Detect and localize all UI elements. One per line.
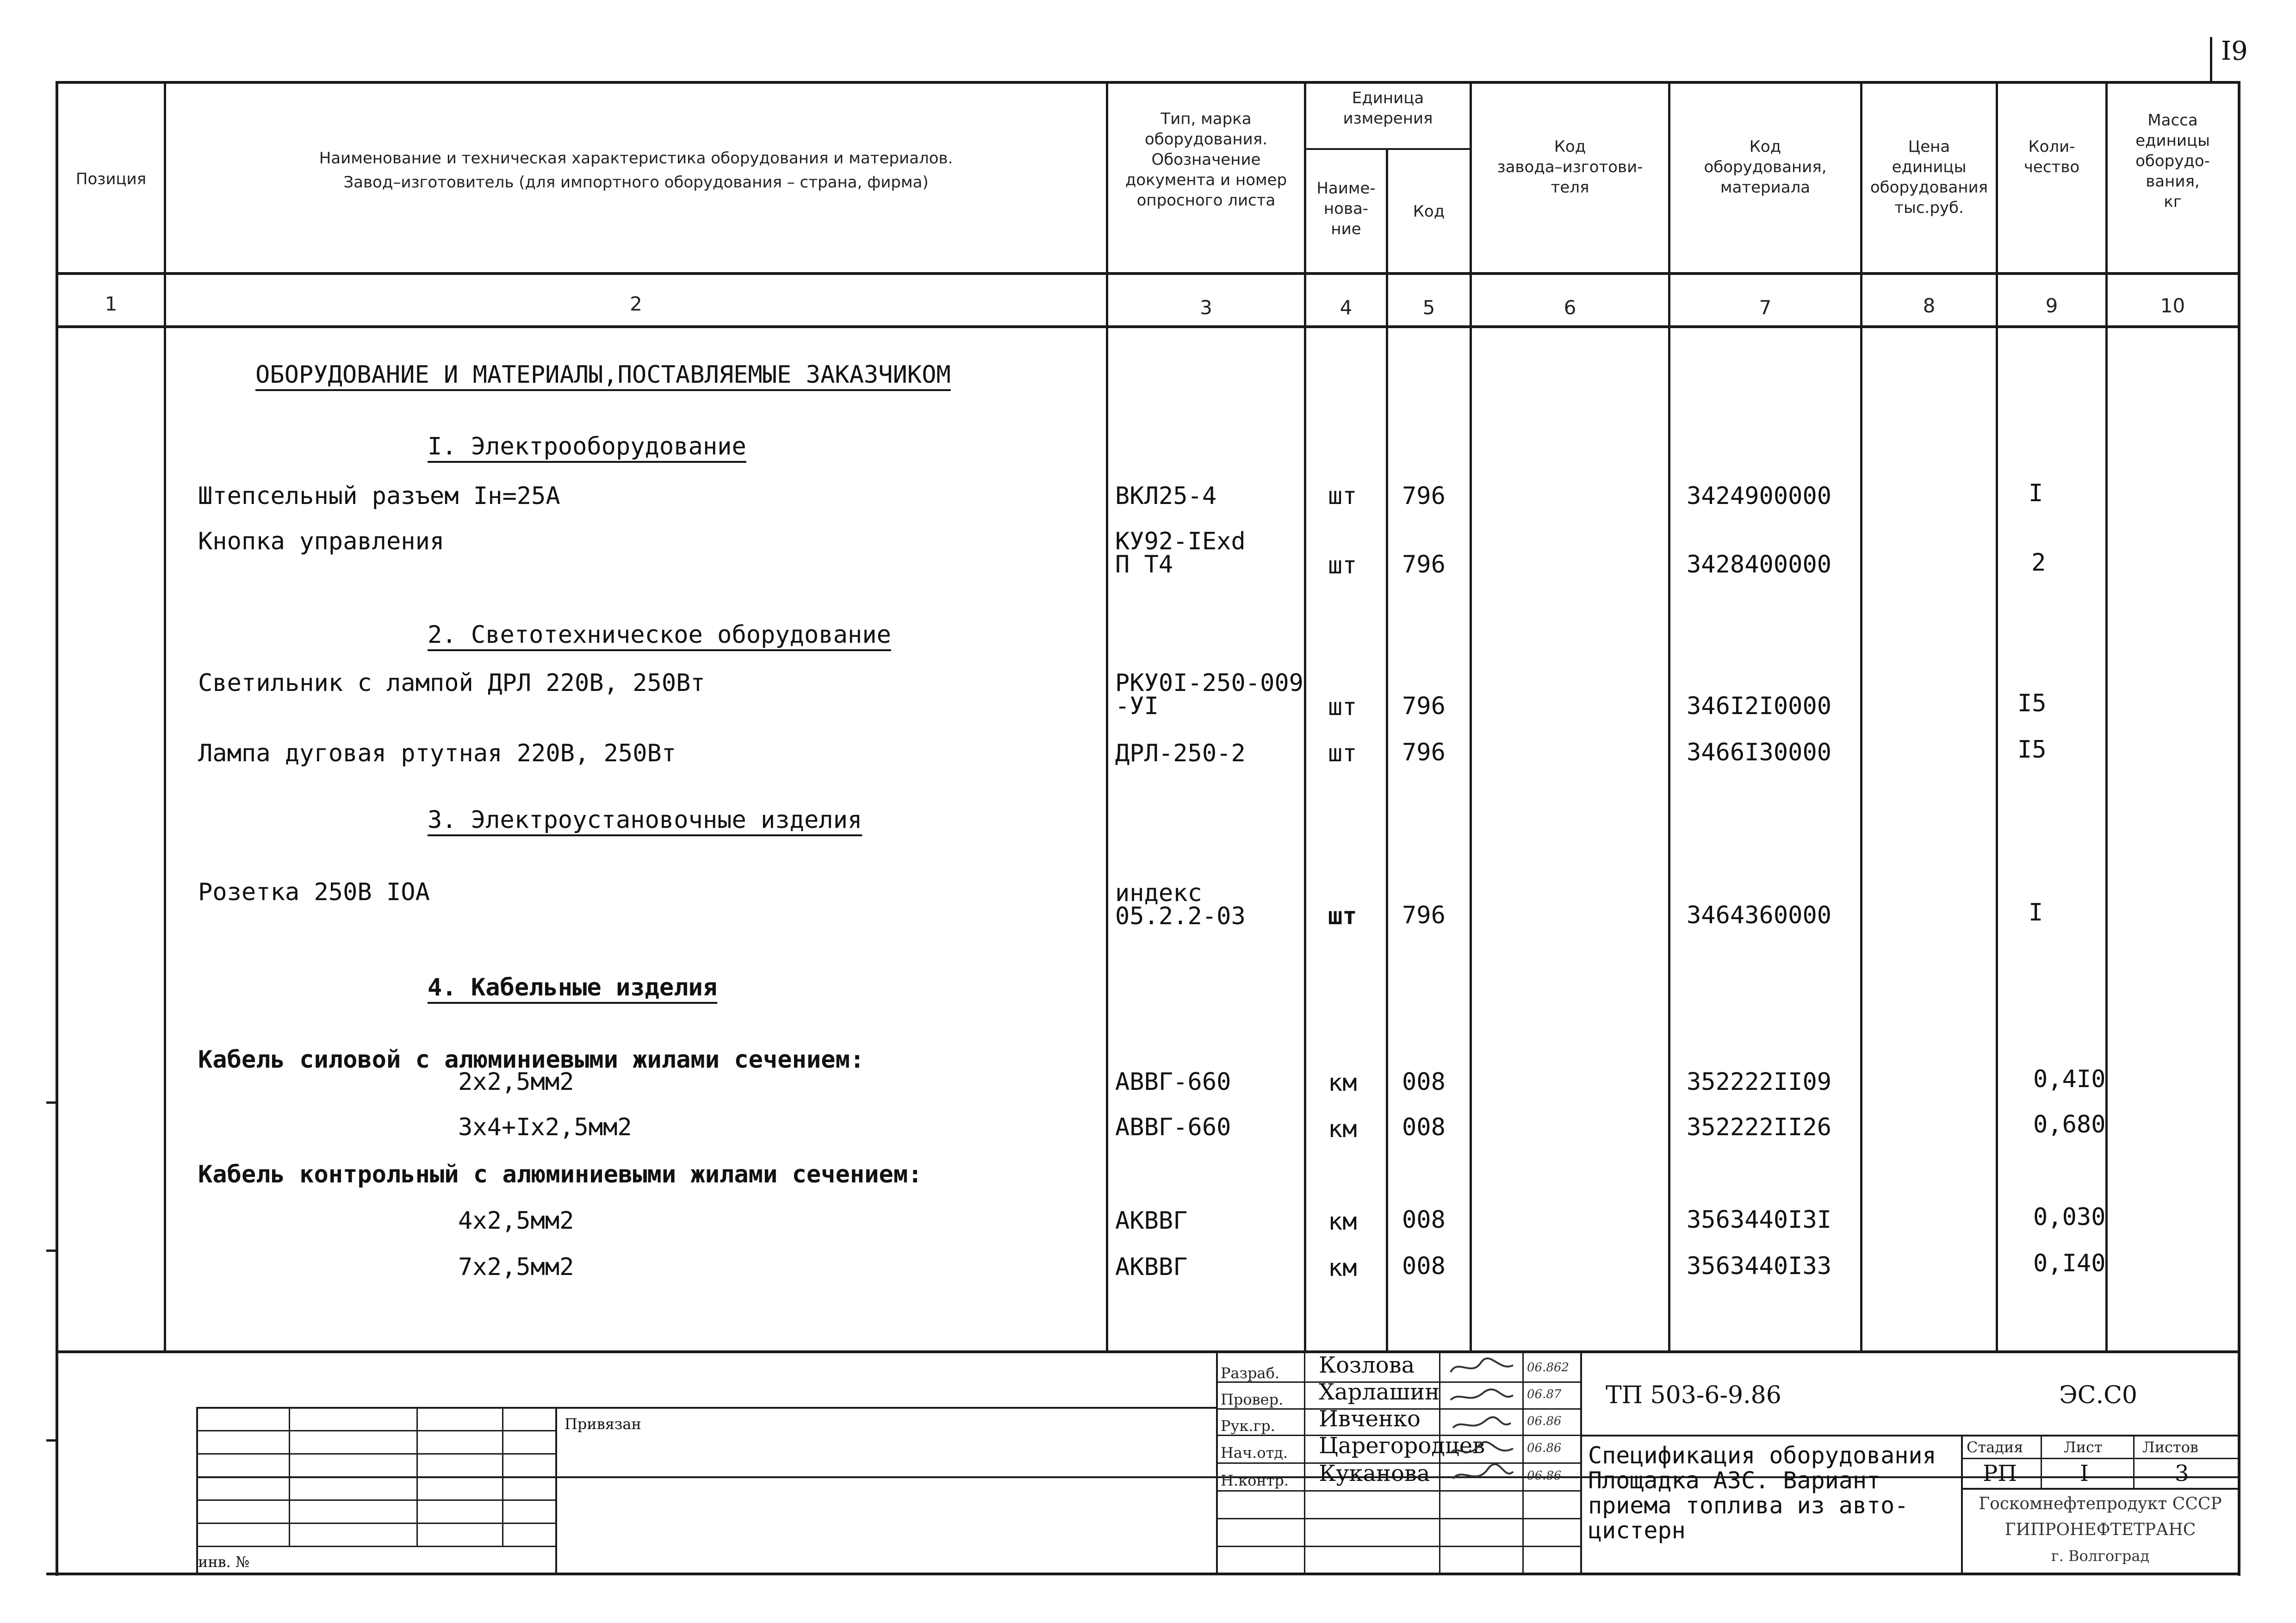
- item-unit: км: [1328, 1208, 1357, 1236]
- col-number: 3: [1200, 296, 1212, 319]
- item-name: 7х2,5мм2: [458, 1253, 574, 1281]
- item-unit: шт: [1328, 693, 1357, 721]
- item-material-code: 352222II26: [1687, 1113, 1832, 1141]
- col-number: 10: [2160, 294, 2185, 317]
- header-manufacturer-code: Код завода–изготови- теля: [1497, 137, 1643, 197]
- col-number: 7: [1759, 296, 1772, 319]
- inventory-number-label: инв. №: [198, 1553, 250, 1571]
- item-unit: шт: [1328, 740, 1357, 767]
- item-unit: км: [1328, 1115, 1357, 1143]
- sheets-value: 3: [2175, 1461, 2189, 1486]
- section-title: 3. Электроустановочные изделия: [428, 806, 863, 834]
- item-type-line2: 05.2.2-03: [1115, 902, 1246, 930]
- item-quantity: 0,I40: [2033, 1250, 2106, 1277]
- frame-right: [2238, 81, 2240, 1576]
- sheets-label: Листов: [2142, 1438, 2198, 1456]
- item-material-code: 3424900000: [1687, 482, 1832, 510]
- item-name: Светильник с лампой ДРЛ 220В, 250Вт: [198, 669, 705, 697]
- stage-value: РП: [1983, 1461, 2017, 1486]
- item-unit-code: 008: [1402, 1252, 1446, 1280]
- section-title: 4. Кабельные изделия: [428, 974, 718, 1001]
- frame-body-bottom: [56, 1350, 2240, 1353]
- signer-name: Харлашин: [1319, 1379, 1440, 1405]
- privyazan-label: Привязан: [565, 1415, 641, 1433]
- item-type-line2: -УI: [1115, 692, 1159, 720]
- item-material-code: 352222II09: [1687, 1068, 1832, 1096]
- col-number: 2: [630, 292, 642, 315]
- role-label: Н.контр.: [1221, 1472, 1289, 1489]
- stage-label: Стадия: [1967, 1438, 2023, 1456]
- sign-date: 06.862: [1527, 1361, 1569, 1374]
- sheet-number: I9: [2221, 36, 2248, 66]
- item-material-code: 3466I30000: [1687, 739, 1832, 766]
- item-type: АКВВГ: [1115, 1253, 1188, 1281]
- role-label: Разраб.: [1221, 1364, 1280, 1382]
- item-quantity: I5: [2017, 736, 2047, 764]
- sheet-label: Лист: [2064, 1438, 2103, 1456]
- item-unit-code: 008: [1402, 1206, 1446, 1234]
- header-quantity: Коли- чество: [2023, 137, 2080, 176]
- frame-top: [56, 81, 2240, 84]
- item-quantity: I: [2029, 479, 2043, 507]
- col-number: 4: [1340, 296, 1353, 319]
- sign-date: 06.87: [1527, 1387, 1562, 1401]
- header-material-code: Код оборудования, материала: [1704, 137, 1827, 197]
- item-unit-code: 008: [1402, 1113, 1446, 1141]
- item-material-code: 3563440I3I: [1687, 1206, 1832, 1234]
- item-type: индекс: [1115, 879, 1202, 907]
- item-material-code: 3464360000: [1687, 902, 1832, 929]
- item-quantity: 2: [2031, 549, 2046, 577]
- header-position: Позиция: [75, 170, 147, 188]
- item-type: ВКЛ25-4: [1115, 482, 1217, 510]
- item-name: Штепсельный разъем Iн=25А: [198, 482, 560, 510]
- col-number: 1: [105, 292, 118, 315]
- item-unit-code: 796: [1402, 482, 1446, 510]
- header-mass: Масса единицы оборудо- вания, кг: [2135, 111, 2210, 211]
- frame-numbers-bottom: [56, 325, 2240, 328]
- col-number: 9: [2045, 294, 2058, 317]
- item-unit: шт: [1328, 482, 1357, 510]
- item-name: Кнопка управления: [198, 528, 445, 555]
- section-title: 2. Светотехническое оборудование: [428, 621, 891, 649]
- item-unit-code: 796: [1402, 902, 1446, 929]
- item-name: 3х4+Iх2,5мм2: [458, 1113, 632, 1141]
- header-unit-name: Наиме- нова- ние: [1316, 179, 1376, 238]
- item-quantity: 0,680: [2033, 1111, 2106, 1138]
- item-name: Лампа дуговая ртутная 220В, 250Вт: [198, 740, 676, 767]
- signer-name: Козлова: [1319, 1352, 1415, 1378]
- signer-name: Царегородцев: [1319, 1433, 1485, 1459]
- item-type: АКВВГ: [1115, 1207, 1188, 1235]
- item-type-line2: П Т4: [1115, 551, 1173, 578]
- col-number: 5: [1422, 296, 1435, 319]
- item-material-code: 3563440I33: [1687, 1252, 1832, 1280]
- item-unit: шт: [1328, 552, 1357, 579]
- document-mark: ЭС.С0: [2059, 1381, 2137, 1409]
- item-type: АВВГ-660: [1115, 1068, 1231, 1096]
- item-quantity: I5: [2017, 690, 2047, 717]
- item-name: Розетка 250В IОА: [198, 878, 430, 906]
- frame-bottom: [46, 1573, 2240, 1575]
- cable-control-heading: Кабель контрольный с алюминиевыми жилами сечением:: [198, 1161, 923, 1188]
- section-title: I. Электрооборудование: [428, 433, 746, 460]
- header-type: Тип, марка оборудования. Обозначение документа и номер опросного листа: [1125, 110, 1287, 210]
- header-name-line1: Наименование и техническая характеристика оборудования и материалов.: [319, 149, 953, 168]
- role-label: Провер.: [1221, 1391, 1284, 1408]
- item-quantity: 0,4I0: [2033, 1065, 2106, 1093]
- role-label: Нач.отд.: [1221, 1444, 1288, 1461]
- header-name-line2: Завод–изготовитель (для импортного оборудования – страна, фирма): [343, 173, 929, 192]
- item-material-code: 3428400000: [1687, 551, 1832, 578]
- cable-power-heading: Кабель силовой с алюминиевыми жилами сечением:: [198, 1046, 865, 1074]
- header-units-group: Единица измерения: [1343, 89, 1433, 128]
- document-code: ТП 503-6-9.86: [1606, 1381, 1781, 1409]
- item-unit-code: 796: [1402, 551, 1446, 578]
- sign-date: 06.86: [1527, 1441, 1562, 1455]
- col-number: 6: [1564, 296, 1576, 319]
- header-price: Цена единицы оборудования тыс.руб.: [1870, 137, 1988, 217]
- item-type: АВВГ-660: [1115, 1113, 1231, 1141]
- signer-name: Ивченко: [1319, 1406, 1421, 1432]
- signer-name: Куканова: [1319, 1461, 1430, 1486]
- frame-header-bottom: [56, 272, 2240, 275]
- item-type: РКУ0I-250-009: [1115, 669, 1303, 697]
- item-name: 4х2,5мм2: [458, 1207, 574, 1235]
- col-number: 8: [1923, 294, 1936, 317]
- item-unit-code: 008: [1402, 1068, 1446, 1096]
- item-name: 2х2,5мм2: [458, 1068, 574, 1096]
- item-material-code: 346I2I0000: [1687, 692, 1832, 720]
- item-unit: шт: [1328, 902, 1357, 930]
- item-unit: км: [1328, 1254, 1357, 1282]
- organization: Госкомнефтепродукт СССР ГИПРОНЕФТЕТРАНС г. Волгоград: [1979, 1494, 2222, 1565]
- document-title: Спецификация оборудования Площадка АЗС. Вариант приема топлива из авто- цистерн: [1588, 1442, 1936, 1544]
- header-unit-code: Код: [1413, 202, 1445, 221]
- item-unit-code: 796: [1402, 739, 1446, 766]
- signature-mark: [1444, 1354, 1520, 1488]
- sign-date: 06.86: [1527, 1469, 1562, 1483]
- item-unit-code: 796: [1402, 692, 1446, 720]
- sign-date: 06.86: [1527, 1414, 1562, 1428]
- item-unit: км: [1328, 1069, 1357, 1097]
- item-type: КУ92-IExd: [1115, 528, 1246, 555]
- item-quantity: I: [2029, 899, 2043, 927]
- item-quantity: 0,030: [2033, 1203, 2106, 1231]
- main-title: ОБОРУДОВАНИЕ И МАТЕРИАЛЫ,ПОСТАВЛЯЕМЫЕ ЗАКАЗЧИКОМ: [255, 361, 951, 389]
- item-type: ДРЛ-250-2: [1115, 740, 1246, 767]
- sheet-value: I: [2080, 1461, 2089, 1486]
- role-label: Рук.гр.: [1221, 1417, 1275, 1435]
